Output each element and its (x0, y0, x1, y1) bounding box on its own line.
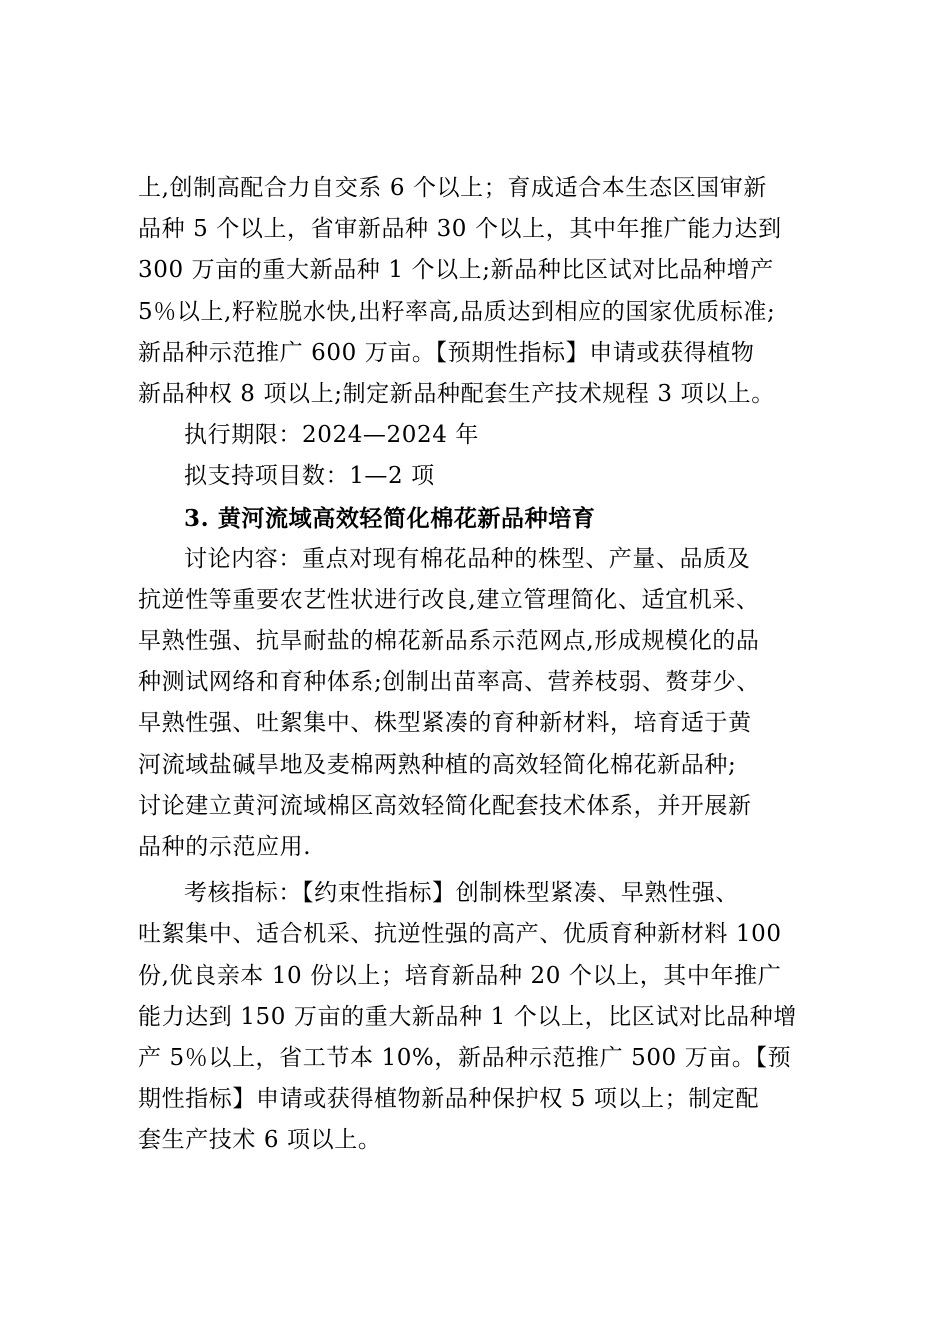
section-heading: 3. 黄河流域高效轻简化棉花新品种培育 (184, 504, 596, 532)
research-content-line: 抗逆性等重要农艺性状进行改良,建立管理简化、适宜机采、 (138, 586, 760, 613)
paragraph-1-line: 新品种示范推广 600 万亩。【预期性指标】申请或获得植物 (138, 339, 755, 366)
assessment-line: 套生产技术 6 项以上。 (138, 1127, 382, 1154)
assessment-line: 产 5％以上，省工节本 10%，新品种示范推广 500 万亩。【预 (138, 1044, 792, 1071)
assessment-line: 能力达到 150 万亩的重大新品种 1 个以上，比区试对比品种增 (138, 1003, 797, 1030)
research-content-line: 早熟性强、抗旱耐盐的棉花新品系示范网点,形成规模化的品 (138, 628, 760, 655)
paragraph-1-line: 新品种权 8 项以上;制定新品种配套生产技术规程 3 项以上。 (138, 380, 775, 407)
assessment-line: 考核指标：【约束性指标】创制株型紧凑、早熟性强、 (184, 880, 739, 907)
research-content-line: 品种的示范应用. (138, 834, 312, 860)
research-content-line: 讨论建立黄河流域棉区高效轻简化配套技术体系，并开展新 (138, 792, 752, 819)
project-count: 拟支持项目数：1—2 项 (184, 463, 435, 490)
assessment-line: 份,优良亲本 10 份以上；培育新品种 20 个以上，其中年推广 (138, 962, 782, 989)
assessment-line: 吐絮集中、适合机采、抗逆性强的高产、优质育种新材料 100 (138, 921, 782, 948)
paragraph-1-line: 300 万亩的重大新品种 1 个以上;新品种比区试对比品种增产 (138, 257, 774, 284)
research-content-line: 早熟性强、吐絮集中、株型紧凑的育种新材料，培育适于黄 (138, 710, 752, 737)
paragraph-1-line: 上,创制高配合力自交系 6 个以上；育成适合本生态区国审新 (138, 175, 767, 201)
research-content-line: 河流域盐碱旱地及麦棉两熟种植的高效轻简化棉花新品种; (138, 751, 737, 778)
research-content-line: 讨论内容：重点对现有棉花品种的株型、产量、品质及 (184, 545, 751, 572)
research-content-line: 种测试网络和育种体系;创制出苗率高、营养枝弱、赘芽少、 (138, 669, 760, 696)
execution-period: 执行期限：2024—2024 年 (184, 422, 479, 449)
assessment-line: 期性指标】申请或获得植物新品种保护权 5 项以上；制定配 (138, 1086, 760, 1113)
document-body (138, 168, 828, 1162)
paragraph-1-line: 品种 5 个以上，省审新品种 30 个以上，其中年推广能力达到 (138, 216, 782, 243)
paragraph-1-line: 5％以上,籽粒脱水快,出籽率高,品质达到相应的国家优质标准; (138, 298, 776, 325)
